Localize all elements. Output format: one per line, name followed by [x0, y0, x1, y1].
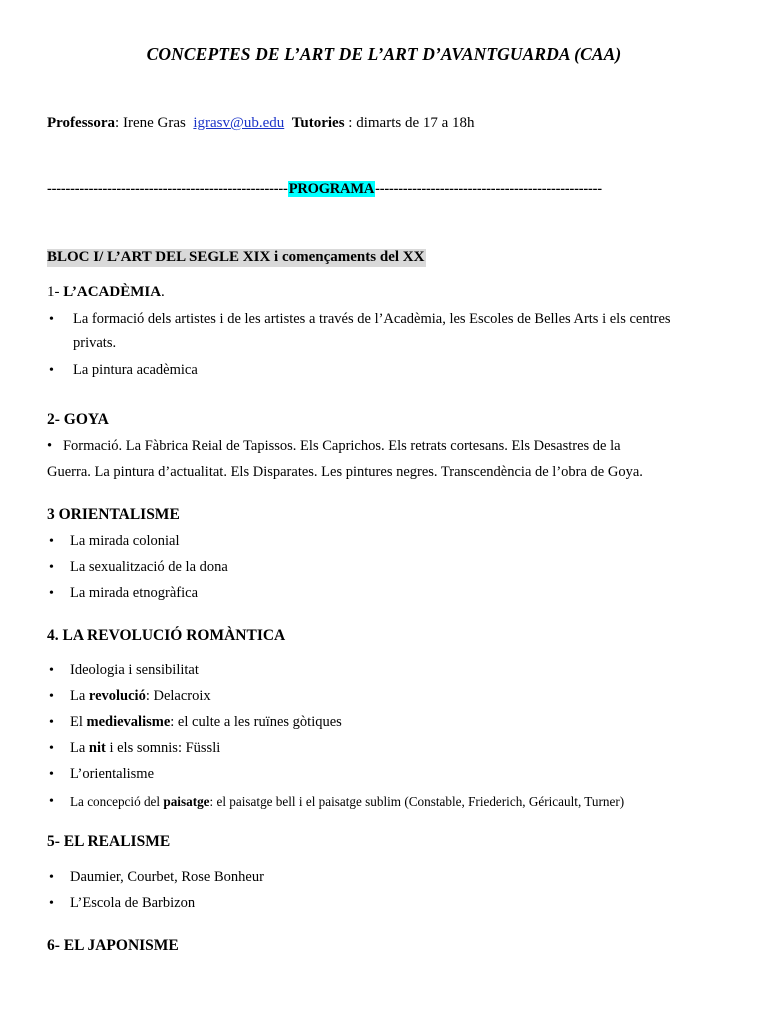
item-text: La	[70, 740, 89, 756]
professor-sep: :	[115, 115, 120, 131]
item-text: : Delacroix	[145, 688, 211, 704]
section-2-text-line-1: Formació. La Fàbrica Reial de Tapissos. Els Caprichos. Els retrats cortesans. Els Desastres de la	[62, 438, 621, 454]
divider-right-dashes: -------------------------------------------------	[375, 181, 602, 197]
bloc-heading: BLOC I/ L’ART DEL SEGLE XIX i començaments del XX	[47, 249, 425, 265]
list-item: La mirada colonial	[70, 533, 180, 549]
item-text: La	[70, 688, 89, 704]
bullet-icon: •	[49, 363, 54, 378]
list-item	[70, 662, 199, 679]
section-1-title: L’ACADÈMIA	[63, 284, 162, 300]
bullet-icon: •	[49, 560, 54, 575]
list-item	[70, 740, 220, 757]
bullet-icon: •	[49, 767, 54, 782]
bullet-icon: •	[49, 794, 54, 809]
section-6-title: 6- EL JAPONISME	[47, 937, 179, 954]
list-item: Daumier, Courbet, Rose Bonheur	[70, 869, 264, 885]
list-item: La formació dels artistes i de les artistes a través de l’Acadèmia, les Escoles de Belles Arts i els centres	[73, 311, 671, 327]
bullet-icon: •	[47, 438, 53, 454]
item-text: La concepció del	[70, 794, 164, 809]
item-keyword: paisatge	[163, 794, 210, 809]
list-item: La sexualització de la dona	[70, 559, 228, 575]
section-1-suffix: .	[161, 284, 165, 300]
section-2-paragraph-line-2: Guerra. La pintura d’actualitat. Els Disparates. Les pintures negres. Transcendència de l’obra de Goya.	[47, 464, 643, 480]
bullet-icon: •	[49, 870, 54, 885]
list-item	[70, 766, 154, 783]
bullet-icon: •	[49, 689, 54, 704]
list-item	[70, 688, 211, 705]
item-keyword: nit	[88, 740, 106, 756]
document-title: CONCEPTES DE L’ART DE L’ART D’AVANTGUARDA (CAA)	[146, 44, 622, 64]
item-text: : el paisatge bell i el paisatge sublim (Constable, Friederich, Géricault, Turner)	[209, 794, 625, 809]
divider-left-dashes: ----------------------------------------------------	[47, 181, 288, 197]
professor-name: Irene Gras	[122, 115, 186, 131]
professor-label: Professora	[47, 115, 116, 131]
bullet-icon: •	[49, 896, 54, 911]
item-keyword: medievalisme	[86, 714, 171, 730]
item-text: L’orientalisme	[70, 766, 155, 782]
tutories-value: : dimarts de 17 a 18h	[348, 115, 475, 131]
bullet-icon: •	[49, 663, 54, 678]
section-4-title: 4. LA REVOLUCIÓ ROMÀNTICA	[47, 627, 286, 644]
section-1-heading	[47, 284, 165, 301]
programa-divider	[47, 181, 602, 198]
item-text: : el culte a les ruïnes gòtiques	[170, 714, 342, 730]
item-text: El	[70, 714, 87, 730]
item-text: Ideologia i sensibilitat	[70, 662, 199, 678]
bullet-icon: •	[49, 534, 54, 549]
section-2-paragraph-line-1	[47, 438, 621, 455]
professor-line	[47, 115, 475, 132]
section-3-title: 3 ORIENTALISME	[47, 506, 180, 523]
bullet-icon: •	[49, 741, 54, 756]
section-2-title: 2- GOYA	[47, 411, 109, 428]
list-item	[70, 794, 624, 810]
list-item-continuation: privats.	[73, 335, 117, 351]
tutories-label: Tutories	[291, 115, 345, 131]
bullet-icon: •	[49, 586, 54, 601]
bullet-icon: •	[49, 715, 54, 730]
list-item: La mirada etnogràfica	[70, 585, 199, 601]
programa-label: PROGRAMA	[288, 181, 375, 197]
section-1-prefix: 1-	[47, 284, 64, 300]
bullet-icon: •	[49, 312, 54, 327]
list-item	[70, 714, 342, 731]
list-item: L’Escola de Barbizon	[70, 895, 196, 911]
item-keyword: revolució	[88, 688, 146, 704]
list-item: La pintura acadèmica	[73, 362, 198, 378]
item-text: i els somnis: Füssli	[105, 740, 221, 756]
professor-email-link[interactable]: igrasv@ub.edu	[193, 115, 285, 131]
section-5-title: 5- EL REALISME	[47, 833, 171, 850]
